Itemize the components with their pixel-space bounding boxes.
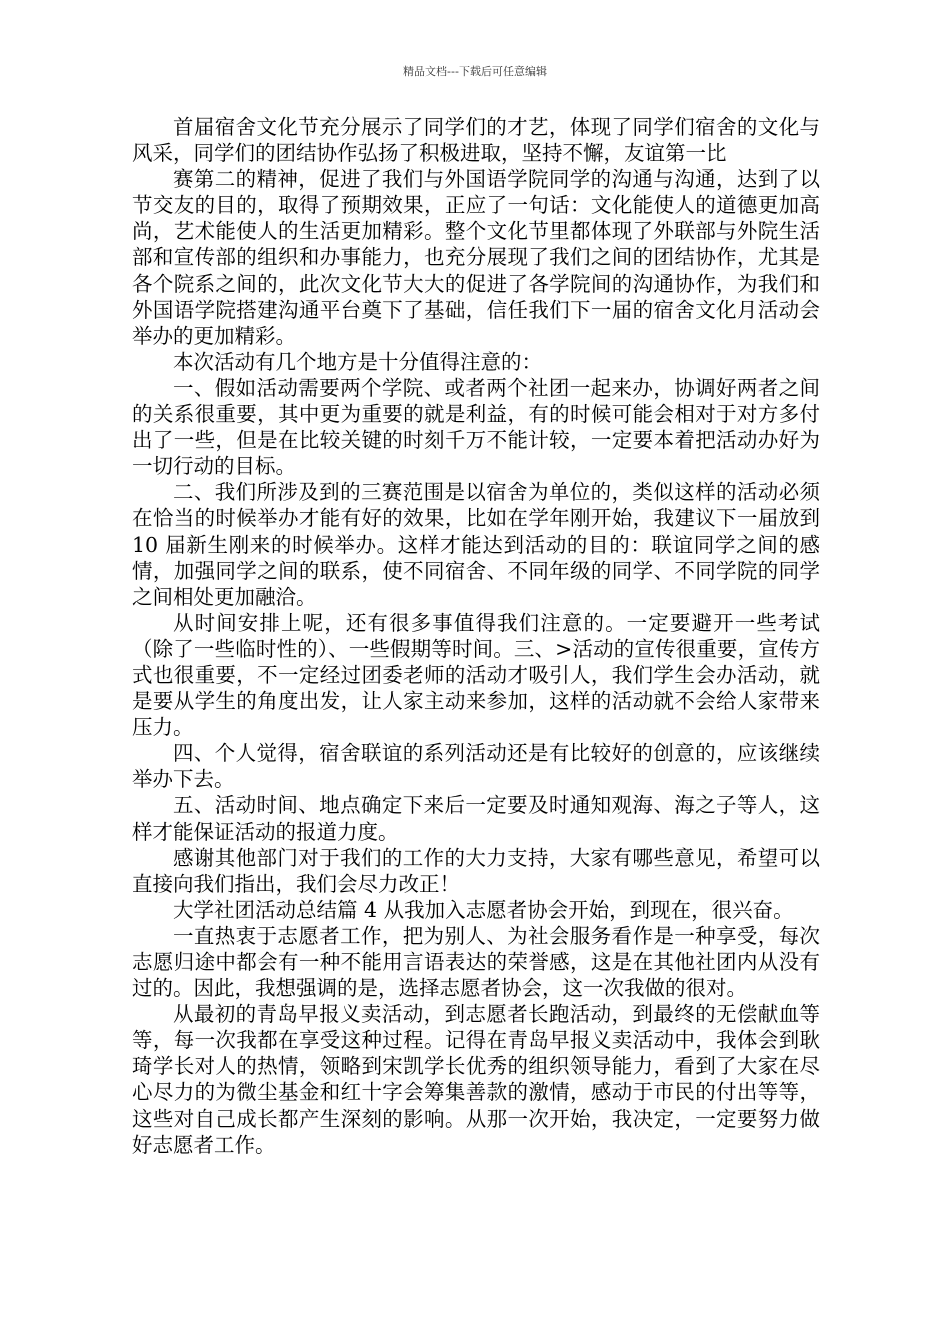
paragraph: 本次活动有几个地方是十分值得注意的： (173, 349, 542, 374)
page-header: 精品文档---下载后可任意编辑 (403, 65, 547, 78)
paragraph: 一直热衷于志愿者工作，把为别人、为社会服务看作是一种享受，每次志愿归途中都会有一种不能用言语表达的荣誉感，这是在其他社团内从没有过的。因此，我想强调的是，选择志愿者协会，这一次我做的很对。 (132, 923, 820, 1001)
document-body (132, 114, 820, 1158)
paragraph: 大学社团活动总结篇 4 从我加入志愿者协会开始，到现在，很兴奋。 (173, 897, 794, 922)
paragraph: 一、假如活动需要两个学院、或者两个社团一起来办，协调好两者之间的关系很重要，其中更为重要的就是利益，有的时候可能会相对于对方多付出了一些，但是在比较关键的时刻千万不能计较，一定要本着把活动办好为一切行动的目标。 (132, 375, 820, 479)
paragraph: 五、活动时间、地点确定下来后一定要及时通知观海、海之子等人，这样才能保证活动的报道力度。 (132, 793, 820, 844)
paragraph: 首届宿舍文化节充分展示了同学们的才艺，体现了同学们宿舍的文化与风采，同学们的团结协作弘扬了积极进取，坚持不懈，友谊第一比 (132, 115, 820, 166)
paragraph: 从最初的青岛早报义卖活动，到志愿者长跑活动，到最终的无偿献血等等，每一次我都在享受这种过程。记得在青岛早报义卖活动中，我体会到耿琦学长对人的热情，领略到宋凯学长优秀的组织领导能力，看到了大家在尽心尽力的为微尘基金和红十字会筹集善款的激情，感动于市民的付出等等，这些对自己成长都产生深刻的影响。从那一次开始，我决定，一定要努力做好志愿者工作。 (132, 1002, 820, 1157)
paragraph: 二、我们所涉及到的三赛范围是以宿舍为单位的，类似这样的活动必须在恰当的时候举办才能有好的效果，比如在学年刚开始，我建议下一届放到 10 届新生刚来的时候举办。这样才能达到活动的目的：联谊同学之间的感情，加强同学之间的联系，使不同宿舍、不同年级的同学、不同学院的同学之间相处更加融洽。 (132, 480, 820, 609)
paragraph: 赛第二的精神，促进了我们与外国语学院同学的沟通与沟通，达到了以节交友的目的，取得了预期效果，正应了一句话：文化能使人的道德更加高尚，艺术能使人的生活更加精彩。整个文化节里都体现了外联部与外院生活部和宣传部的组织和办事能力，也充分展现了我们之间的团结协作，尤其是各个院系之间的，此次文化节大大的促进了各学院间的沟通协作，为我们和外国语学院搭建沟通平台奠下了基础，信任我们下一届的宿舍文化月活动会举办的更加精彩。 (132, 167, 820, 348)
paragraph: 四、个人觉得，宿舍联谊的系列活动还是有比较好的创意的，应该继续举办下去。 (132, 741, 820, 792)
paragraph: 从时间安排上呢，还有很多事值得我们注意的。一定要避开一些考试（除了一些临时性的）、一些假期等时间。三、>活动的宣传很重要，宣传方式也很重要，不一定经过团委老师的活动才吸引人，我们学生会办活动，就是要从学生的角度出发，让人家主动来参加，这样的活动就不会给人家带来压力。 (132, 610, 820, 740)
paragraph: 感谢其他部门对于我们的工作的大力支持，大家有哪些意见，希望可以直接向我们指出，我们会尽力改正！ (132, 845, 820, 896)
